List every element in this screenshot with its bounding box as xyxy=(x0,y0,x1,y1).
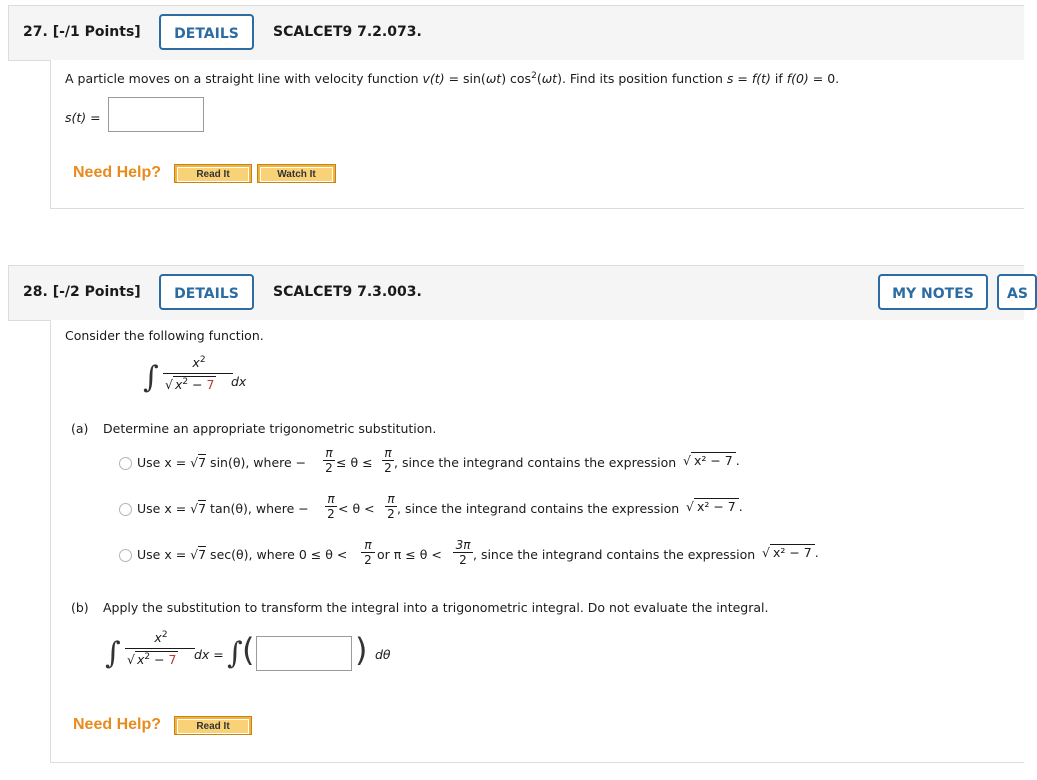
option-tan-radio[interactable] xyxy=(119,503,132,516)
option-sec-mid: or π ≤ θ < xyxy=(377,547,442,562)
read-it-button[interactable]: Read It xyxy=(174,716,252,735)
question-28-header xyxy=(8,265,1028,321)
option-sec-expression: √ x² − 7 . xyxy=(762,545,819,560)
details-button[interactable]: DETAILS xyxy=(159,14,254,50)
integral-sign-b: ∫ xyxy=(105,636,121,671)
question-28-intro: Consider the following function. xyxy=(65,328,264,343)
option-sin-mid: ≤ θ ≤ xyxy=(336,455,373,470)
option-tan-mid: < θ < xyxy=(338,501,375,516)
option-sec-radio[interactable] xyxy=(119,549,132,562)
option-tan-label[interactable]: Use x = √7 tan(θ), where − xyxy=(137,501,309,516)
part-a-text: Determine an appropriate trigonometric substitution. xyxy=(103,421,437,436)
option-sin-tail: , since the integrand contains the expression xyxy=(394,455,677,470)
integral-sign: ∫ xyxy=(143,360,159,395)
eq-dtheta: dθ xyxy=(375,647,391,662)
integral-sign-rhs: ∫ xyxy=(227,636,243,671)
answer-label: s(t) = xyxy=(65,110,101,125)
integrand-dx: dx xyxy=(231,374,247,389)
question-27-points: [-/1 Points] xyxy=(52,24,141,40)
option-sin-expression: √ x² − 7 . xyxy=(683,453,740,468)
part-a-label: (a) xyxy=(71,421,89,436)
ask-your-teacher-button[interactable]: AS xyxy=(997,274,1037,310)
right-paren: ) xyxy=(355,631,368,669)
integrand-b-denominator: √ $x^2 - 7$ xyxy=(127,652,177,668)
question-28-points: [-/2 Points] xyxy=(52,284,141,300)
option-sec-label[interactable]: Use x = √7 sec(θ), where 0 ≤ θ < xyxy=(137,547,348,562)
option-sin-radio[interactable] xyxy=(119,457,132,470)
question-28-number: 28. [-/2 Points] xyxy=(23,284,141,300)
integrand-numerator: $x^2$ xyxy=(192,355,206,371)
answer-input-s[interactable] xyxy=(108,97,204,132)
option-sin-frac-lower: $\frac{\pi}{2}$ xyxy=(323,446,335,475)
details-button[interactable]: DETAILS xyxy=(159,274,254,310)
question-27-header xyxy=(8,5,1024,61)
question-27-number: 27. [-/1 Points] xyxy=(23,24,141,40)
option-tan-frac-lower: $\frac{\pi}{2}$ xyxy=(325,492,337,521)
question-27-prompt: A particle moves on a straight line with velocity function v(t) = sin(ωt) $\cos^2(\omega t)$. Find its position function s = f(t) if f(0) = 0. xyxy=(65,71,840,87)
eq-dx: dx = xyxy=(194,647,224,662)
question-27-code: SCALCET9 7.2.073. xyxy=(273,24,422,40)
read-it-button[interactable]: Read It xyxy=(174,164,252,183)
option-tan-expression: √ x² − 7 . xyxy=(686,499,743,514)
option-sec-frac-first: $\frac{\pi}{2}$ xyxy=(361,538,375,567)
question-27-body xyxy=(50,60,1024,209)
question-28-code: SCALCET9 7.3.003. xyxy=(273,284,422,300)
option-sin-frac-upper: $\frac{\pi}{2}$ xyxy=(382,446,394,475)
question-28-body xyxy=(50,320,1024,763)
need-help-label: Need Help? xyxy=(73,716,162,733)
my-notes-button[interactable]: MY NOTES xyxy=(878,274,988,310)
left-paren: ( xyxy=(242,631,255,669)
option-sec-tail: , since the integrand contains the expression xyxy=(473,547,756,562)
option-sin-label[interactable]: Use x = √7 sin(θ), where − xyxy=(137,455,307,470)
option-tan-tail: , since the integrand contains the expression xyxy=(397,501,680,516)
answer-input-trig[interactable] xyxy=(256,636,352,671)
integrand-denominator: √ $x^2 - 7$ xyxy=(165,377,215,393)
fraction-bar-b xyxy=(125,648,195,649)
part-b-text: Apply the substitution to transform the integral into a trigonometric integral. Do not evaluate the integral. xyxy=(103,600,769,615)
watch-it-button[interactable]: Watch It xyxy=(257,164,336,183)
part-b-label: (b) xyxy=(71,600,89,615)
need-help-label: Need Help? xyxy=(73,164,162,181)
option-sec-frac-second: $\frac{3\pi}{2}$ xyxy=(453,538,473,567)
option-tan-frac-upper: $\frac{\pi}{2}$ xyxy=(385,492,397,521)
fraction-bar xyxy=(163,373,233,374)
integrand-b-numerator: $x^2$ xyxy=(154,630,168,646)
